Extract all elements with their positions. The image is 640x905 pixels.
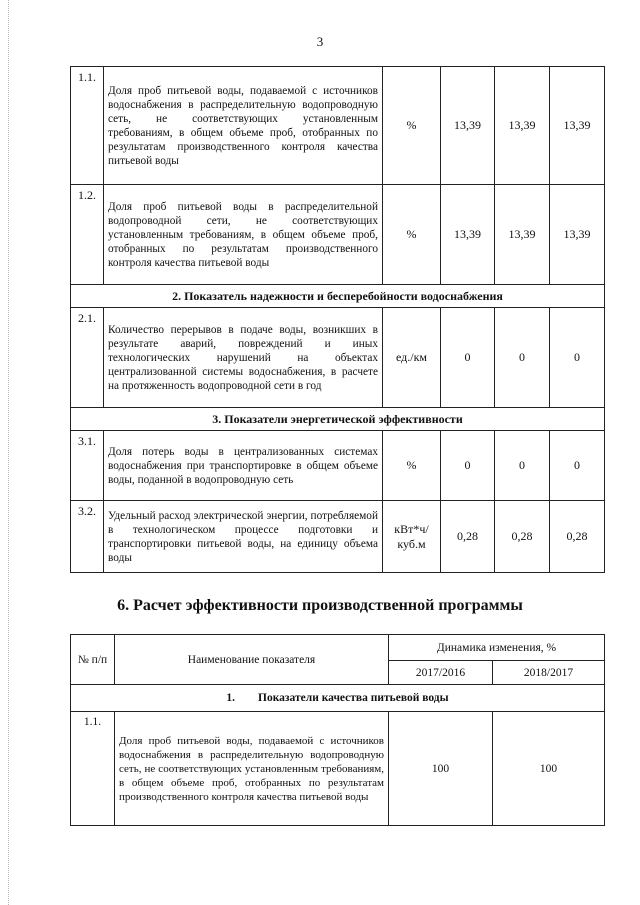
column-year-1-header: 2017/2016 [389, 661, 493, 685]
table-row [71, 431, 605, 501]
value-3: 0,28 [550, 501, 605, 573]
row-number: 1.1. [71, 712, 115, 826]
table-row [71, 185, 605, 285]
value-2: 0 [495, 431, 550, 501]
unit-line-2: куб.м [397, 536, 426, 551]
value-1: 13,39 [441, 67, 495, 185]
section-title: 3. Показатели энергетической эффективности [71, 408, 605, 431]
indicator-name: Доля проб питьевой воды в распределительной водопроводной сети, не соответствующих установленным требованиям, в общем объеме проб, отобранных по результатам производственного контроля качества питьевой воды [104, 185, 383, 285]
section-title: 1. Показатели качества питьевой воды [71, 685, 605, 712]
indicator-name: Доля проб питьевой воды, подаваемой с источников водоснабжения в распределительную водопроводную сеть, не соответствующих установленным требованиям, в общем объеме проб, отобранных по результатам производственного контроля качества питьевой воды [104, 67, 383, 185]
efficiency-table [70, 634, 605, 826]
indicator-name: Доля потерь воды в централизованных системах водоснабжения при транспортировке в общем объеме воды, поданной в водопроводную сеть [104, 431, 383, 501]
value-1: 0 [441, 308, 495, 408]
binding-margin-line [8, 0, 9, 905]
section-header-row [71, 285, 605, 308]
indicator-name: Удельный расход электрической энергии, потребляемой в технологическом процессе подготовки и транспортировки питьевой воды, на единицу объема воды [104, 501, 383, 573]
unit: % [383, 185, 441, 285]
row-number: 1.2. [71, 185, 104, 285]
row-number: 2.1. [71, 308, 104, 408]
column-number-header: № п/п [71, 635, 115, 685]
row-number: 3.1. [71, 431, 104, 501]
value-2: 0 [495, 308, 550, 408]
value-3: 0 [550, 431, 605, 501]
unit: % [383, 431, 441, 501]
table-row [71, 67, 605, 185]
indicator-name: Доля проб питьевой воды, подаваемой с источников водоснабжения в распределительную водопроводную сеть, не соответствующих установленным требованиям, в общем объеме проб, отобранных по результатам производственного контроля качества питьевой воды [115, 712, 389, 826]
column-year-2-header: 2018/2017 [493, 661, 605, 685]
section-header-row [71, 685, 605, 712]
row-number: 3.2. [71, 501, 104, 573]
value-1: 100 [389, 712, 493, 826]
unit: % [383, 67, 441, 185]
section-title: 2. Показатель надежности и бесперебойности водоснабжения [71, 285, 605, 308]
table-row [71, 308, 605, 408]
value-2: 13,39 [495, 67, 550, 185]
column-name-header: Наименование показателя [115, 635, 389, 685]
section-6-heading: 6. Расчет эффективности производственной программы [117, 597, 523, 614]
indicators-table [70, 66, 605, 573]
table-row [71, 501, 605, 573]
unit-line-1: кВт*ч/ [394, 521, 429, 536]
indicator-name: Количество перерывов в подаче воды, возникших в результате аварий, повреждений и иных технологических нарушений на объектах централизованной системы водоснабжения, в расчете на протяженность водопроводной сети в год [104, 308, 383, 408]
value-3: 0 [550, 308, 605, 408]
unit [383, 501, 441, 573]
value-1: 13,39 [441, 185, 495, 285]
value-2: 100 [493, 712, 605, 826]
value-3: 13,39 [550, 185, 605, 285]
page-number: 3 [316, 34, 324, 49]
value-1: 0 [441, 431, 495, 501]
section-header-row [71, 408, 605, 431]
value-3: 13,39 [550, 67, 605, 185]
header-row [71, 635, 605, 661]
column-dynamics-header: Динамика изменения, % [389, 635, 605, 661]
unit: ед./км [383, 308, 441, 408]
row-number: 1.1. [71, 67, 104, 185]
value-1: 0,28 [441, 501, 495, 573]
value-2: 0,28 [495, 501, 550, 573]
table-row [71, 712, 605, 826]
value-2: 13,39 [495, 185, 550, 285]
